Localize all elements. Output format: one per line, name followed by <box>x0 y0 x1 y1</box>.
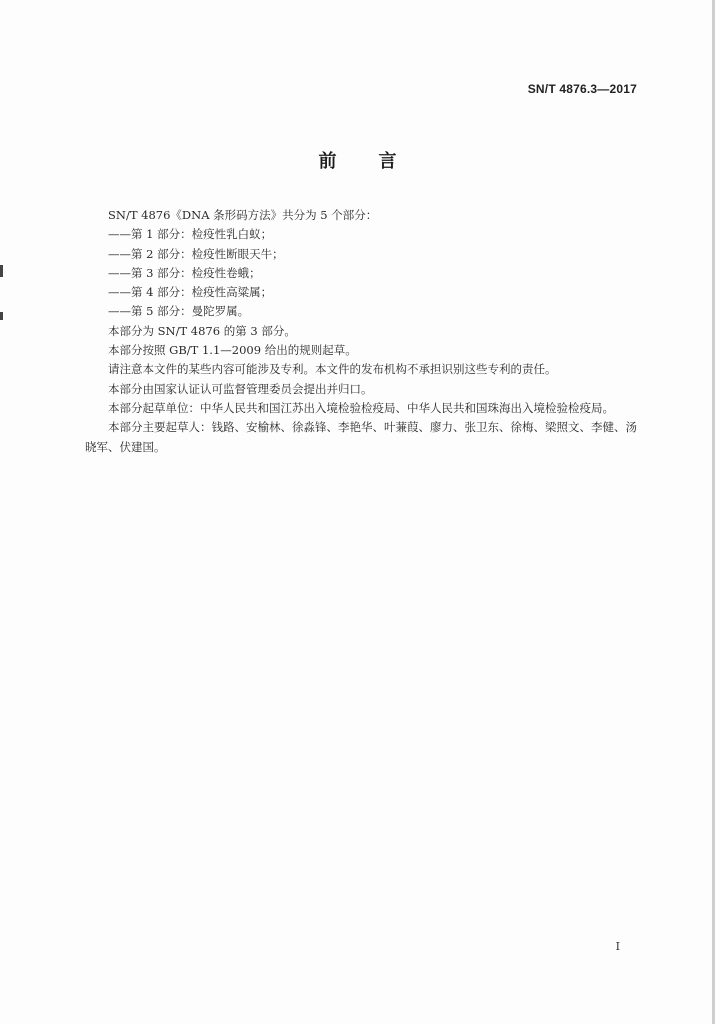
document-code: SN/T 4876.3—2017 <box>527 82 637 96</box>
paragraph: 请注意本文件的某些内容可能涉及专利。本文件的发布机构不承担识别这些专利的责任。 <box>108 362 557 377</box>
paragraph: 本部分由国家认证认可监督管理委员会提出并归口。 <box>108 381 373 396</box>
foreword-body <box>85 206 637 457</box>
paragraph: 本部分为 SN/T 4876 的第 3 部分。 <box>108 323 296 338</box>
part-item: ——第 4 部分：检疫性高粱属； <box>108 285 273 300</box>
intro-line: SN/T 4876《DNA 条形码方法》共分为 5 个部分： <box>108 208 378 222</box>
paragraph: 本部分按照 GB/T 1.1—2009 给出的规则起草。 <box>108 343 357 358</box>
paragraph: 本部分起草单位：中华人民共和国江苏出入境检验检疫局、中华人民共和国珠海出入境检验检疫局。 <box>108 400 614 415</box>
scan-mark <box>0 312 3 320</box>
scan-mark <box>0 265 3 277</box>
page-number: I <box>615 940 620 953</box>
part-item: ——第 5 部分：曼陀罗属。 <box>108 304 250 319</box>
part-item: ——第 1 部分：检疫性乳白蚁； <box>108 227 273 242</box>
part-item: ——第 3 部分：检疫性卷蛾； <box>108 265 261 280</box>
paragraph: 本部分主要起草人：钱路、安榆林、徐淼锋、李艳华、叶蒹葭、廖力、张卫东、徐梅、梁照文、李健、汤晓军、伏建国。 <box>85 420 637 454</box>
page-title: 前言 <box>318 151 439 172</box>
part-item: ——第 2 部分：检疫性断眼天牛； <box>108 246 284 261</box>
